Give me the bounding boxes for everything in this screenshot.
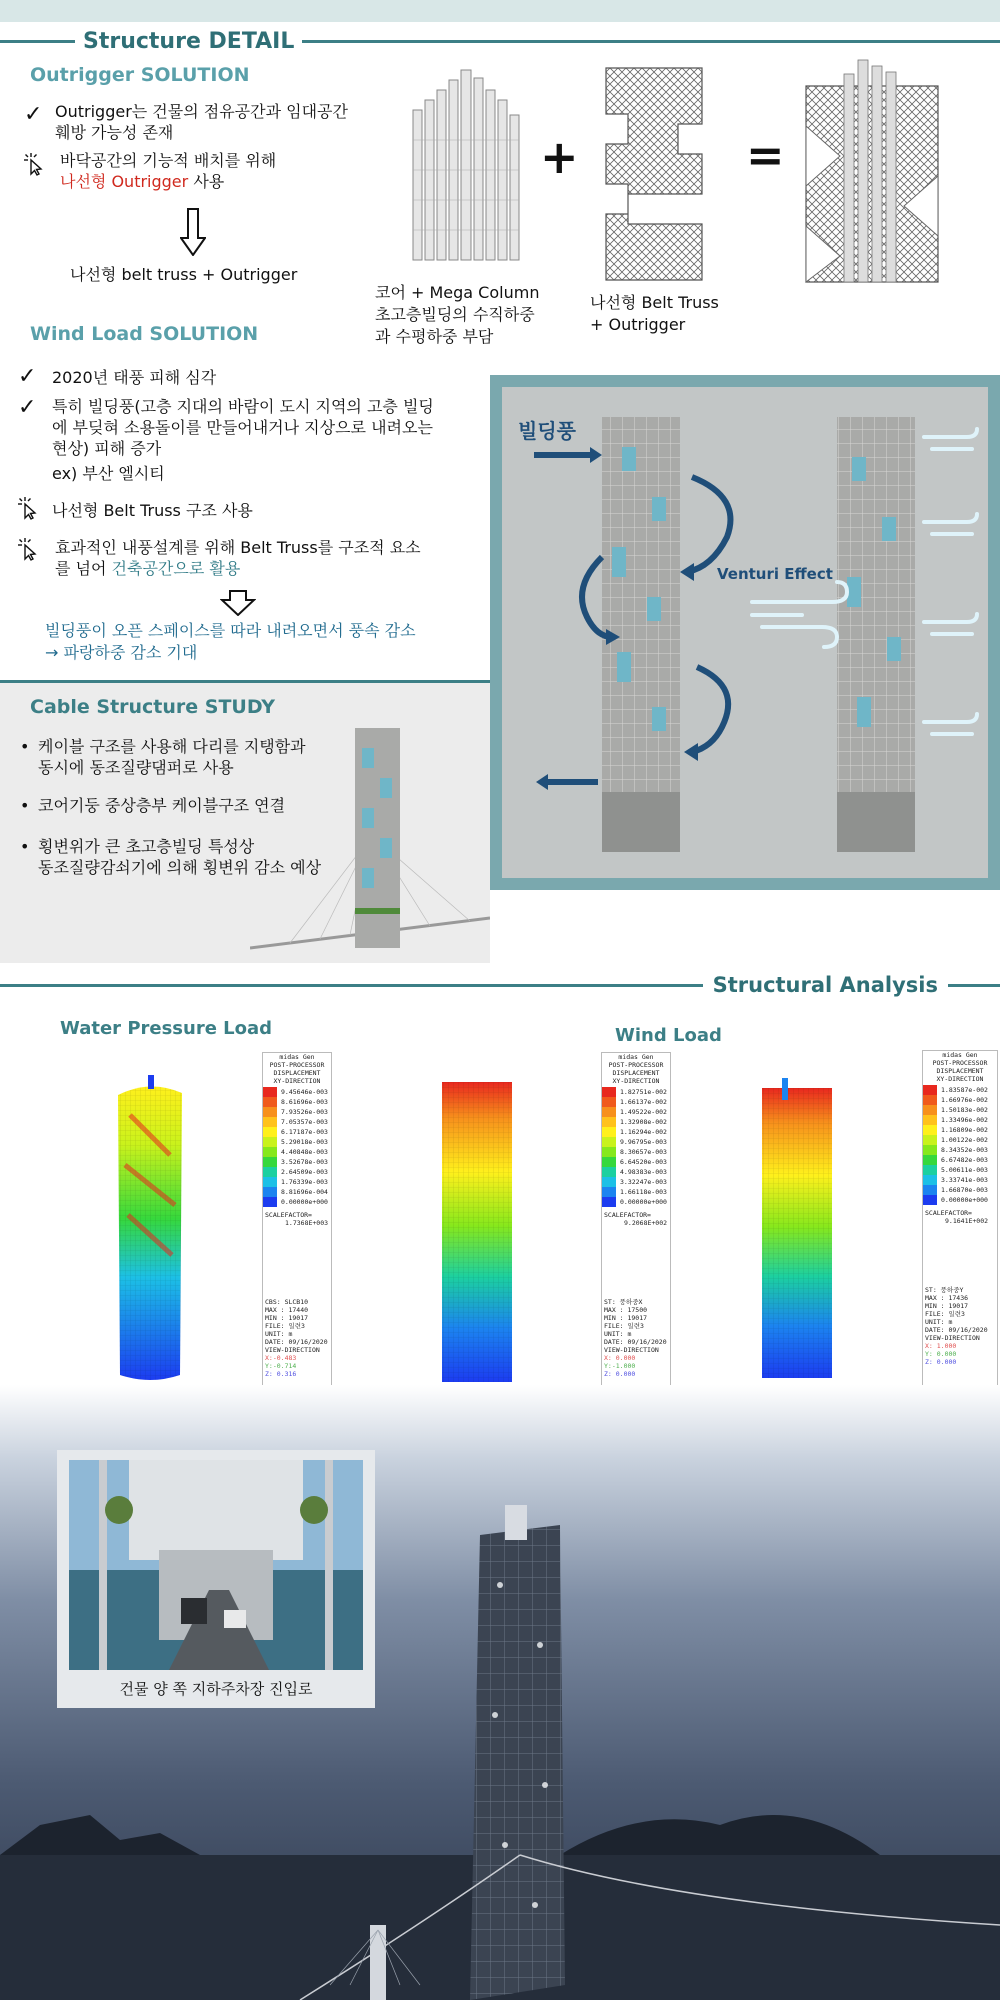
section-header-structure-detail [0,28,1000,54]
meta-file: FILE: 일련3 [925,1310,965,1318]
legend-value: 7.05357e-003 [281,1118,328,1126]
legend-swatch [602,1097,616,1107]
header-line-right [302,40,1000,43]
meta-min: MIN : 19017 [925,1302,969,1310]
legend-value: 9.96795e-003 [620,1138,667,1146]
section-title: Structure DETAIL [83,28,295,54]
meta-max: MAX : 17440 [265,1306,309,1314]
legend-value: 1.00122e-002 [941,1136,988,1144]
legend-value: 8.61696e-003 [281,1098,328,1106]
wind-teal-text: 건축공간으로 활용 [111,559,241,578]
meta-view: VIEW-DIRECTION [925,1334,980,1342]
outrigger-line-2b: 사용 [188,172,225,191]
meta-min: MIN : 19017 [265,1314,309,1322]
legend-swatch [602,1197,616,1207]
cable-bullet-3a: 횡변위가 큰 초고층빌딩 특성상 [38,837,255,856]
legend-value: 4.40848e-003 [281,1148,328,1156]
meta-view: VIEW-DIRECTION [604,1346,659,1354]
meta-vz: Z: 0.000 [925,1358,957,1366]
cable-bullet-1 [20,736,306,778]
meta-vy: Y:-0.714 [265,1362,297,1370]
outrigger-text-1 [55,101,348,143]
legend-row [923,1115,997,1125]
wind-line-3: 나선형 Belt Truss 구조 사용 [52,501,253,520]
legend-row [923,1105,997,1115]
legend-heading: POST-PROCESSOR [269,1061,325,1069]
legend-swatch [923,1165,937,1175]
wind-line-2d: ex) 부산 엘시티 [52,464,165,483]
legend-swatch [263,1107,277,1117]
section-header-structural-analysis [0,972,1000,998]
legend-swatch [602,1137,616,1147]
legend-row [263,1097,331,1107]
wind-result-2: → 파랑하중 감소 기대 [45,643,198,662]
belt-truss-caption-2: + Outrigger [590,315,686,334]
parking-entrance-inset [57,1450,375,1708]
cursor-click-icon [16,496,40,520]
wind-line-4b: 를 넘어 [55,559,112,578]
wind-render-image [502,387,988,878]
scale-label: SCALEFACTOR= [265,1211,312,1219]
legend-row [602,1097,670,1107]
wind-result [45,620,416,664]
legend-wind-y [922,1050,998,1390]
legend-heading: POST-PROCESSOR [932,1059,988,1067]
legend-value: 1.49522e-002 [620,1108,667,1116]
legend-row [602,1107,670,1117]
legend-value: 0.00000e+000 [620,1198,667,1206]
legend-swatch [923,1195,937,1205]
legend-scale [602,1087,670,1207]
legend-row [602,1187,670,1197]
legend-meta [265,1298,328,1378]
legend-swatch [263,1127,277,1137]
legend-scale [923,1085,997,1205]
cable-bullet-2 [20,795,286,816]
meta-view: VIEW-DIRECTION [265,1346,320,1354]
legend-value: 1.16809e-002 [941,1126,988,1134]
belt-truss-outrigger-image [598,64,710,284]
cable-bullet-1a: 케이블 구조를 사용해 다리를 지탱함과 [38,737,306,756]
legend-swatch [923,1085,937,1095]
legend-swatch [923,1185,937,1195]
outrigger-title: Outrigger SOLUTION [30,64,250,86]
wind-y-model [758,1078,838,1378]
down-arrow-icon [180,208,206,256]
legend-row [263,1177,331,1187]
meta-cbs: ST: 풍하중Y [925,1286,964,1294]
legend-value: 1.33496e-002 [941,1116,988,1124]
legend-value: 6.17187e-003 [281,1128,328,1136]
legend-meta [925,1286,988,1366]
legend-value: 0.00000e+000 [281,1198,328,1206]
check-icon: ✓ [18,395,37,420]
water-pressure-title: Water Pressure Load [60,1018,273,1039]
meta-max: MAX : 17500 [604,1306,648,1314]
meta-date: DATE: 09/16/2020 [604,1338,667,1346]
parking-entrance-image [69,1460,363,1670]
legend-value: 8.30657e-003 [620,1148,667,1156]
outrigger-line-2a: 바닥공간의 기능적 배치를 위해 [60,151,277,170]
meta-max: MAX : 17436 [925,1294,969,1302]
legend-row [923,1185,997,1195]
core-caption-2: 초고층빌딩의 수직하중 [375,305,535,324]
outrigger-red-text: 나선형 Outrigger [60,172,189,191]
core-mega-column-image [405,60,525,270]
legend-row [263,1147,331,1157]
legend-swatch [263,1137,277,1147]
legend-swatch [263,1147,277,1157]
legend-value: 1.50183e-002 [941,1106,988,1114]
legend-heading: DISPLACEMENT [612,1069,660,1077]
legend-row [602,1087,670,1097]
legend-row [263,1107,331,1117]
legend-row [923,1095,997,1105]
legend-swatch [923,1105,937,1115]
outrigger-line-1b: 훼방 가능성 존재 [55,123,174,142]
legend-value: 1.32908e-002 [620,1118,667,1126]
header-line-left [0,984,703,987]
legend-value: 3.32247e-003 [620,1178,667,1186]
legend-swatch [602,1127,616,1137]
wind-line-2c: 현상) 피해 증가 [52,439,162,458]
legend-row [263,1197,331,1207]
legend-swatch [923,1095,937,1105]
legend-swatch [923,1135,937,1145]
legend-row [263,1187,331,1197]
meta-date: DATE: 09/16/2020 [925,1326,988,1334]
legend-row [263,1087,331,1097]
legend-row [602,1147,670,1157]
wind-render-frame [490,375,1000,890]
legend-swatch [923,1175,937,1185]
legend-heading: midas Gen [942,1051,978,1059]
legend-heading: XY-DIRECTION [273,1077,321,1085]
equals-sign: = [746,128,785,182]
bullet-dot: • [20,837,30,856]
meta-unit: UNIT: m [265,1330,293,1338]
meta-min: MIN : 19017 [604,1314,648,1322]
legend-swatch [602,1187,616,1197]
legend-value: 7.93526e-003 [281,1108,328,1116]
legend-row [923,1145,997,1155]
inset-caption: 건물 양 쪽 지하주차장 진입로 [119,1680,313,1698]
legend-row [602,1157,670,1167]
legend-value: 1.66137e-002 [620,1098,667,1106]
legend-row [263,1117,331,1127]
legend-row [923,1195,997,1205]
legend-row [263,1127,331,1137]
legend-swatch [263,1117,277,1127]
cable-bullet-3 [20,836,322,878]
legend-swatch [263,1177,277,1187]
legend-value: 8.81696e-004 [281,1188,328,1196]
legend-swatch [602,1117,616,1127]
legend-swatch [263,1187,277,1197]
legend-value: 1.66870e-003 [941,1186,988,1194]
outrigger-line-1a: Outrigger는 건물의 점유공간과 임대공간 [55,102,348,121]
wind-text-2 [52,396,434,484]
building-wind-label: 빌딩풍 [518,419,576,443]
cable-bullet-1b: 동시에 동조질량댐퍼로 사용 [38,758,234,777]
core-caption [375,282,539,348]
legend-row [923,1155,997,1165]
core-caption-3: 과 수평하중 부담 [375,327,494,346]
legend-row [602,1197,670,1207]
legend-value: 1.82751e-002 [620,1088,667,1096]
wind-result-1: 빌딩풍이 오픈 스페이스를 따라 내려오면서 풍속 감소 [45,621,416,640]
legend-heading: XY-DIRECTION [612,1077,660,1085]
legend-value: 4.98383e-003 [620,1168,667,1176]
bullet-dot: • [20,796,30,815]
legend-row [923,1165,997,1175]
check-icon: ✓ [24,102,43,127]
legend-water [262,1052,332,1402]
cursor-click-icon [16,537,40,561]
meta-vx: X: 1.000 [925,1342,957,1350]
cable-title: Cable Structure STUDY [30,696,276,718]
wind-title: Wind Load SOLUTION [30,323,259,345]
belt-truss-caption [590,292,719,336]
scale-value: 1.7368E+003 [285,1219,329,1227]
legend-row [263,1137,331,1147]
check-icon: ✓ [18,364,37,389]
legend-value: 9.45646e-003 [281,1088,328,1096]
wind-line-2b: 에 부딪혀 소용돌이를 만들어내거나 지상으로 내려오는 [52,418,433,437]
legend-row [602,1117,670,1127]
cursor-click-icon [22,152,46,176]
legend-swatch [263,1157,277,1167]
core-caption-1: 코어 + Mega Column [375,283,540,302]
legend-swatch [263,1087,277,1097]
legend-row [602,1167,670,1177]
outrigger-text-2 [60,150,276,192]
wind-line-4a: 효과적인 내풍설계를 위해 Belt Truss를 구조적 요소 [55,538,421,557]
legend-meta [604,1298,667,1378]
legend-value: 1.66118e-003 [620,1188,667,1196]
legend-swatch [602,1087,616,1097]
legend-swatch [263,1167,277,1177]
legend-swatch [602,1147,616,1157]
meta-unit: UNIT: m [925,1318,953,1326]
venturi-label: Venturi Effect [717,565,833,583]
legend-scale [263,1087,331,1207]
legend-row [923,1125,997,1135]
scale-label: SCALEFACTOR= [925,1209,972,1217]
meta-vx: X: 0.000 [604,1354,636,1362]
legend-value: 1.66976e-002 [941,1096,988,1104]
legend-wind-x [601,1052,671,1397]
meta-date: DATE: 09/16/2020 [265,1338,328,1346]
outrigger-result: 나선형 belt truss + Outrigger [70,265,298,284]
legend-swatch [263,1197,277,1207]
wind-line-2a: 특히 빌딩풍(고층 지대의 바람이 도시 지역의 고층 빌딩 [52,397,434,416]
legend-heading: XY-DIRECTION [936,1075,984,1083]
legend-row [602,1137,670,1147]
legend-row [923,1175,997,1185]
legend-value: 1.16294e-002 [620,1128,667,1136]
meta-file: FILE: 일련3 [265,1322,305,1330]
legend-swatch [602,1157,616,1167]
legend-row [263,1157,331,1167]
legend-value: 2.64509e-003 [281,1168,328,1176]
analysis-title: Structural Analysis [712,973,938,997]
cable-section-background [0,683,490,963]
legend-heading: DISPLACEMENT [273,1069,321,1077]
header-line-left [0,40,75,43]
header-line-right [948,984,1000,987]
legend-heading: midas Gen [618,1053,654,1061]
scale-label: SCALEFACTOR= [604,1211,651,1219]
legend-swatch [923,1125,937,1135]
legend-swatch [602,1107,616,1117]
down-arrow-icon [220,590,256,616]
meta-file: FILE: 일련3 [604,1322,644,1330]
legend-swatch [923,1115,937,1125]
legend-swatch [602,1177,616,1187]
legend-scalefactor [263,1211,331,1227]
cable-bullet-3b: 동조질량감쇠기에 의해 횡변위 감소 예상 [38,858,322,877]
water-pressure-model [110,1075,190,1385]
legend-value: 6.64520e-003 [620,1158,667,1166]
wind-load-title: Wind Load [615,1025,722,1046]
legend-value: 5.29018e-003 [281,1138,328,1146]
meta-cbs: CBS: SLCB10 [265,1298,309,1306]
legend-scalefactor [923,1209,997,1225]
legend-value: 8.34352e-003 [941,1146,988,1154]
wind-line-1: 2020년 태풍 피해 심각 [52,368,217,387]
meta-unit: UNIT: m [604,1330,632,1338]
legend-value: 0.00000e+000 [941,1196,988,1204]
legend-swatch [602,1167,616,1177]
legend-value: 5.00611e-003 [941,1166,988,1174]
legend-heading: POST-PROCESSOR [608,1061,664,1069]
legend-swatch [263,1097,277,1107]
legend-value: 1.76339e-003 [281,1178,328,1186]
meta-vx: X:-0.483 [265,1354,297,1362]
legend-row [602,1127,670,1137]
scale-value: 9.2068E+002 [624,1219,668,1227]
scale-value: 9.1641E+002 [945,1217,989,1225]
meta-vy: Y:-1.000 [604,1362,636,1370]
meta-cbs: ST: 풍하중X [604,1298,643,1306]
legend-value: 1.83587e-002 [941,1086,988,1094]
legend-heading: DISPLACEMENT [936,1067,984,1075]
belt-truss-caption-1: 나선형 Belt Truss [590,293,719,312]
cable-bullet-2-text: 코어기둥 중상층부 케이블구조 연결 [38,796,286,815]
legend-value: 6.67482e-003 [941,1156,988,1164]
legend-value: 3.33741e-003 [941,1176,988,1184]
legend-row [602,1177,670,1187]
legend-scalefactor [602,1211,670,1227]
legend-heading: midas Gen [279,1053,315,1061]
top-banner [0,0,1000,22]
wind-x-model [438,1082,516,1382]
legend-row [923,1135,997,1145]
wind-text-4 [55,537,421,579]
legend-row [263,1167,331,1177]
legend-row [923,1085,997,1095]
meta-vy: Y: 0.000 [925,1350,957,1358]
meta-vz: Z: 0.316 [265,1370,297,1378]
combined-structure-image [800,56,945,286]
legend-swatch [923,1155,937,1165]
legend-value: 3.52678e-003 [281,1158,328,1166]
plus-sign: + [540,130,579,184]
bullet-dot: • [20,737,30,756]
legend-swatch [923,1145,937,1155]
meta-vz: Z: 0.000 [604,1370,636,1378]
